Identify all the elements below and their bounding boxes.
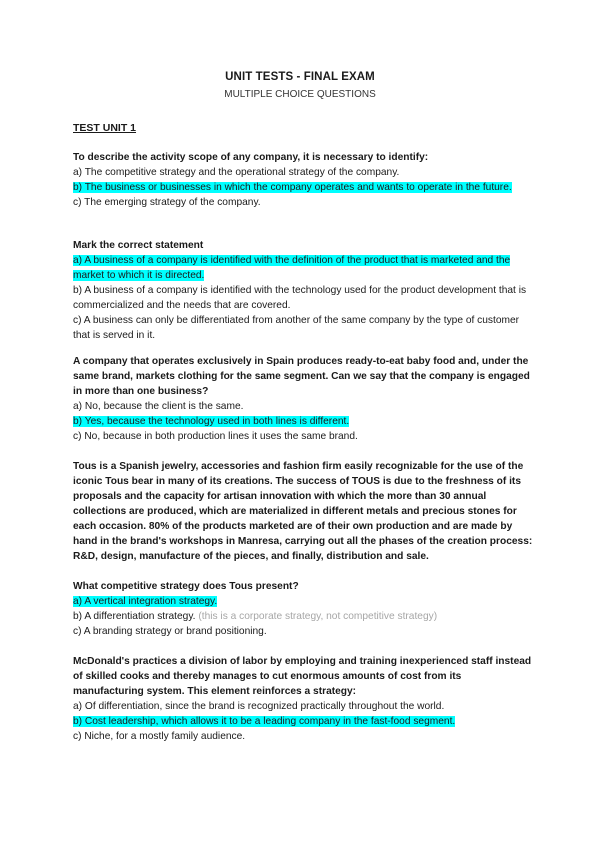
question-5 xyxy=(73,654,533,744)
question-text: To describe the activity scope of any company, it is necessary to identify: xyxy=(73,152,429,163)
question-3 xyxy=(73,354,533,444)
option-b-note: (this is a corporate strategy, not competitive strategy) xyxy=(198,611,438,622)
question-text: Mark the correct statement xyxy=(73,240,204,251)
option-a-correct: a) A vertical integration strategy. xyxy=(73,596,218,607)
option-b: b) A business of a company is identified with the technology used for the product development that is commercialized and the needs that are covered. xyxy=(73,285,527,311)
option-a: a) The competitive strategy and the operational strategy of the company. xyxy=(73,167,400,178)
option-b: b) A differentiation strategy. xyxy=(73,611,196,622)
case-study-text: Tous is a Spanish jewelry, accessories and fashion firm easily recognizable for the use of the iconic Tous bear in many of its creations. The success of TOUS is due to the freshness of its proposals and the capacity for artisan innovation with which the more than 30 annual collections are produced, which are materialized in different metals and precious stones for each occasion. 80% of the products marketed are of their own production and are made by hand in the brand's workshops in Manresa, carrying out all the phases of the creation process: R&D, design, manufacture of the pieces, and finally, distribution and sale. xyxy=(73,461,533,562)
option-a: a) Of differentiation, since the brand is recognized practically throughout the world. xyxy=(73,701,445,712)
option-a-correct: a) A business of a company is identified with the definition of the product that is marketed and the market to which it is directed. xyxy=(73,255,511,281)
option-b-correct: b) Cost leadership, which allows it to be a leading company in the fast-food segment. xyxy=(73,716,456,727)
option-c: c) No, because in both production lines it uses the same brand. xyxy=(73,431,358,442)
option-c: c) Niche, for a mostly family audience. xyxy=(73,731,246,742)
option-c: c) A branding strategy or brand positioning. xyxy=(73,626,267,637)
option-a: a) No, because the client is the same. xyxy=(73,401,244,412)
question-text: What competitive strategy does Tous present? xyxy=(73,581,299,592)
section-heading: TEST UNIT 1 xyxy=(73,122,137,134)
question-2 xyxy=(73,238,533,343)
question-text: A company that operates exclusively in Spain produces ready-to-eat baby food and, under the same brand, markets clothing for the same segment. Can we say that the company is engaged in more than one business? xyxy=(73,356,530,397)
document-title: UNIT TESTS - FINAL EXAM xyxy=(225,71,375,83)
document-subtitle: MULTIPLE CHOICE QUESTIONS xyxy=(224,89,376,100)
question-1 xyxy=(73,150,533,210)
option-b-correct: b) Yes, because the technology used in both lines is different. xyxy=(73,416,350,427)
option-c: c) A business can only be differentiated from another of the same company by the type of customer that is served in it. xyxy=(73,315,520,341)
question-text: McDonald's practices a division of labor by employing and training inexperienced staff instead of skilled cooks and thereby manages to cut enormous amounts of cost from its manufacturing system. This element reinforces a strategy: xyxy=(73,656,532,697)
option-b-correct: b) The business or businesses in which the company operates and wants to operate in the future. xyxy=(73,182,512,193)
option-c: c) The emerging strategy of the company. xyxy=(73,197,261,208)
question-4 xyxy=(73,579,533,639)
